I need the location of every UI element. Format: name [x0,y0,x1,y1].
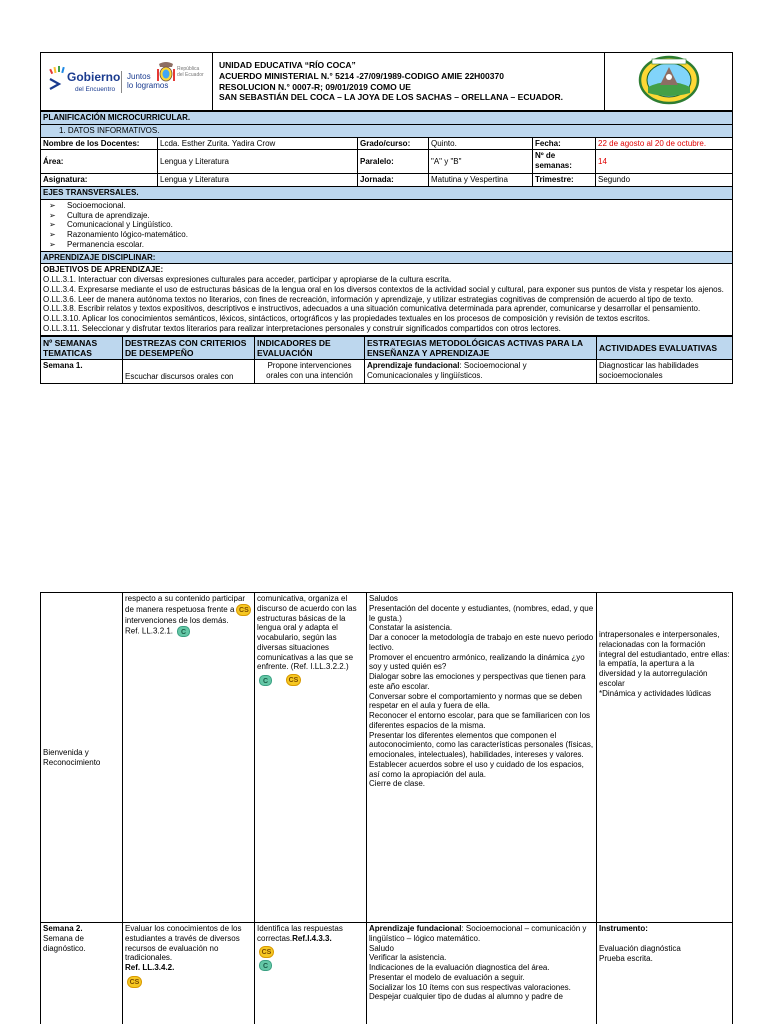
col-indicadores: INDICADORES DE EVALUACIÓN [255,336,365,359]
fecha-label: Fecha: [533,137,596,150]
republica-line-2: del Ecuador [177,71,204,78]
asignatura-value: Lengua y Literatura [158,174,358,187]
objetivo-item: O.LL.3.8. Escribir relatos y textos expositivos, descriptivos e instructivos, adecuados a una situación comunicativa determinada para aprender, comunicarse y desarrollar el pensamiento. [43,304,701,314]
estrategia-line: Conversar sobre el comportamiento y normas que se deben respetar en el aula y fuera de ella. [369,691,582,711]
gobierno-mark-icon [47,65,69,91]
eje-item: ➢ Cultura de aprendizaje. [49,211,730,221]
school-address: SAN SEBASTIÁN DEL COCA – LA JOYA DE LOS SACHAS – ORELLANA – ECUADOR. [219,92,563,103]
trimestre-value: Segundo [596,174,733,187]
tema-bienvenida: Bienvenida y Reconocimiento [41,593,123,923]
semana2-estrategia-bold: Aprendizaje fundacional [369,924,462,933]
datos-title: 1. DATOS INFORMATIVOS. [41,124,733,137]
estrategia-line: Saludo [369,943,394,953]
ejes-list-cell [41,199,733,251]
paralelo-value: "A" y "B" [429,150,533,174]
page-1 [40,52,732,384]
objetivo-item: O.LL.3.6. Leer de manera autónoma textos no literarios, con fines de recreación, información y aprendizaje, y utilizar estrategias cognitivas de comprensión de acuerdo al tipo de texto. [43,294,694,304]
c-badge-icon: C [259,960,272,971]
estrategia-line: Presentación del docente y estudiantes, (nombres, edad, y que le gusta.) [369,603,594,623]
eje-item: ➢ Permanencia escolar. [49,240,730,250]
semana2-destreza-text: Evaluar los conocimientos de los estudiantes a través de diversos recursos de evaluación no tradicionales. [125,924,242,963]
semana2-destreza [123,923,255,1024]
semana1-indicador: Propone intervenciones orales con una intención [255,359,365,383]
col-semanas: Nº SEMANAS TEMATICAS [41,336,123,359]
resolucion: RESOLUCION N.° 0007-R; 09/01/2019 COMO UE [219,81,411,92]
semana1-destreza: Escuchar discursos orales con [123,359,255,383]
objetivos-title: OBJETIVOS DE APRENDIZAJE: [43,265,164,275]
destreza-ref: Ref. LL.3.2.1. [125,626,174,636]
semana1-actividad: Diagnosticar las habilidades socioemocionales [597,359,733,383]
destreza-cont-text: respecto a su contenido participar de manera respetuosa frente a [125,594,246,614]
slogan-line-2: lo logramos [127,80,169,90]
semana2-cell [41,923,123,1024]
semana2-destreza-ref: Ref. LL.3.4.2. [125,963,175,972]
plan-title: PLANIFICACIÓN MICROCURRICULAR. [41,112,733,125]
acuerdo-ministerial: ACUERDO MINISTERIAL N.° 5214 -27/09/1989-CODIGO AMIE 22H00370 [219,70,504,81]
col-destrezas: DESTREZAS CON CRITERIOS DE DESEMPEÑO [123,336,255,359]
semana2-indicador-text: Identifica las respuestas correctas. [257,924,343,943]
cs-badge-icon: CS [236,604,251,616]
col-actividades: ACTIVIDADES EVALUATIVAS [597,336,733,359]
indicador-cont-text: comunicativa, organiza el discurso de acuerdo con las estructuras básicas de la lengua oral y adapta el vocabulario, según las diversas situaciones comunicativas a las que se enfrente. (Ref. I.LL.3.2.2.) [257,594,357,672]
page-2 [40,592,732,1024]
c-badge-icon: C [259,675,272,686]
semanas-value: 14 [596,150,733,174]
jornada-label: Jornada: [358,174,429,187]
eje-item: ➢ Comunicacional y Lingüístico. [49,220,730,230]
gobierno-logo [47,59,207,103]
estrategia-line: Dialogar sobre las emociones y perspectivas que tienen para este año escolar. [369,672,586,691]
semana2-estrategias [367,923,597,1024]
gobierno-sub: del Encuentro [75,86,116,93]
ecuador-shield-icon [155,61,177,85]
semana2-indicador-ref: Ref.I.4.3.3. [292,933,332,943]
semana2-actividad-2: Prueba escrita. [599,953,653,963]
estrategia-line: Socializar los 10 ítems con sus respectivas valoraciones. [369,982,571,992]
semana1-estrategia-bold: Aprendizaje fundacional [367,360,460,370]
gobierno-logo-cell [41,53,213,111]
grado-value: Quinto. [429,137,533,150]
semanas-label: Nº de semanas: [533,150,596,174]
semana2-estrategia-rest: : Socioemocional – comunicación y lingüístico – lógico matemático. [369,924,587,943]
actividades-continued [597,593,733,923]
ejes-title: EJES TRANSVERSALES. [41,187,733,200]
docentes-label: Nombre de los Docentes: [41,137,158,150]
header-table [40,52,733,111]
paralelo-label: Paralelo: [358,150,429,174]
estrategia-line: Saludos [369,594,398,603]
objetivo-item: O.LL.3.1. Interactuar con diversas expresiones culturales para acceder, participar y apropiarse de la cultura escrita. [43,275,452,284]
actividad-cont-text-2: *Dinámica y actividades lúdicas [599,688,712,698]
gobierno-separator [121,71,122,93]
republica-line-1: República [177,66,200,72]
school-logo-cell [605,53,733,111]
datos-table [40,111,733,336]
semana1-label: Semana 1. [41,359,123,383]
estrategia-line: Dar a conocer la metodología de trabajo en este nuevo periodo lectivo. [369,633,594,652]
estrategia-line: Establecer acuerdos sobre el uso y cuidado de los espacios, así como la apropiación del aula. [369,759,584,779]
estrategias-continued [367,593,597,923]
gobierno-word: Gobierno [67,70,121,84]
republica-text [177,67,204,78]
grado-label: Grado/curso: [358,137,429,150]
estrategia-line: Presentar los diferentes elementos que componen el autoconocimiento, como las características personales (físicas, emocionales, intelectuales), habilidades, intereses y valores. [369,730,594,759]
col-estrategias: ESTRATEGIAS METODOLÓGICAS ACTIVAS PARA LA ENSEÑANZA Y APRENDIZAJE [365,336,597,359]
cs-badge-icon: CS [259,946,274,958]
destreza-continued [123,593,255,923]
estrategia-line: Indicaciones de la evaluación diagnostica del área. [369,963,550,972]
school-emblem-icon [638,55,700,105]
semana2-actividad: Evaluación diagnóstica [599,943,681,953]
semana1-estrategia [365,359,597,383]
ejes-list [43,201,730,250]
planning-table [40,336,733,384]
semana2-label: Semana 2. [43,924,83,933]
school-name: UNIDAD EDUCATIVA “RÍO COCA” [219,60,356,71]
indicador-continued [255,593,367,923]
estrategia-line: Constatar la asistencia. [369,623,453,633]
objetivos-cell [41,264,733,335]
eje-item: ➢ Razonamiento lógico-matemático. [49,230,730,240]
school-title-cell [213,53,605,111]
trimestre-label: Trimestre: [533,174,596,187]
estrategia-line: Promover el encuentro armónico, realizando la dinámica ¿yo soy y usted quién es? [369,652,585,672]
semana1-estrategia-rest: : Socioemocional y Comunicacionales y lingüísticos. [367,360,527,380]
eje-item: ➢ Socioemocional. [49,201,730,211]
estrategia-line: Cierre de clase. [369,779,426,789]
slogan-line-1: Juntos [127,72,151,81]
semana2-instrumento: Instrumento: [599,924,648,933]
area-value: Lengua y Literatura [158,150,358,174]
objetivo-item: O.LL.3.4. Expresarse mediante el uso de estructuras básicas de la lengua oral en los diversos contextos de la actividad social y cultural, para exponer sus puntos de vista y respetar los ajenos. [43,284,724,294]
cs-badge-icon: CS [286,674,301,686]
aprendizaje-title: APRENDIZAJE DISCIPLINAR: [41,251,733,264]
estrategia-line: Presentar el modelo de evaluación a seguir. [369,972,525,982]
fecha-value: 22 de agosto al 20 de octubre. [596,137,733,150]
semana2-tema: Semana de diagnóstico. [43,933,86,953]
c-badge-icon: C [177,626,190,637]
objetivo-item: O.LL.3.10. Aplicar los conocimientos semánticos, léxicos, sintácticos, ortográficos y las propiedades textuales en los procesos de composición y revisión de textos escritos. [43,314,650,323]
actividad-cont-text: intrapersonales e interpersonales, relacionadas con la formación integral del estudiantado, entre ellas: la empatía, la apertura a la diversidad y la autorregulación escolar [599,630,730,688]
jornada-value: Matutina y Vespertina [429,174,533,187]
estrategia-line: Reconocer el entorno escolar, para que se familiaricen con los diferentes espacios de la misma. [369,711,591,730]
semana2-indicador [255,923,367,1024]
asignatura-label: Asignatura: [41,174,158,187]
docentes-value: Lcda. Esther Zurita. Yadira Crow [158,137,358,150]
objetivo-item: O.LL.3.11. Seleccionar y disfrutar textos literarios para realizar interpretaciones personales y construir significados compartidos con otros lectores. [43,323,561,333]
estrategia-line: Despejar cualquier tipo de dudas al alumno y padre de [369,992,563,1002]
destreza-cont-text-2: intervenciones de los demás. [125,615,229,625]
estrategia-line: Verificar la asistencia. [369,953,447,963]
area-label: Área: [41,150,158,174]
planning-table-continued [40,592,733,1024]
semana2-actividades [597,923,733,1024]
cs-badge-icon: CS [127,976,142,988]
